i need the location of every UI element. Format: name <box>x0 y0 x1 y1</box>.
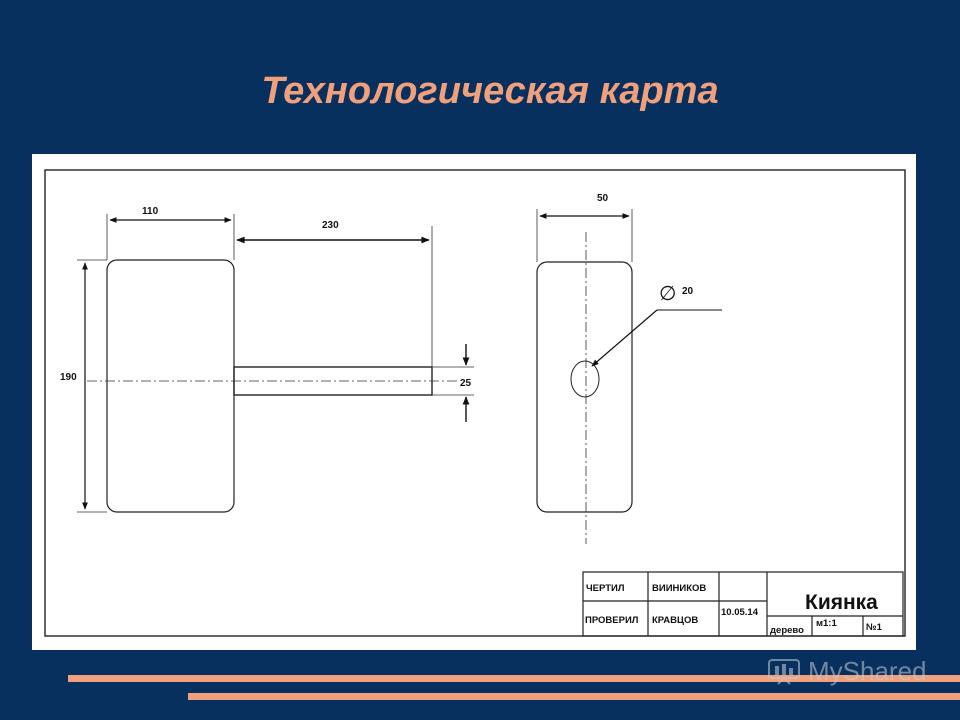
mallet-head-front <box>107 260 234 512</box>
watermark-text: MyShared <box>808 656 927 686</box>
dim-handle-length: 230 <box>322 220 339 231</box>
technical-drawing <box>32 154 916 650</box>
title-block-sheet: №1 <box>866 622 882 633</box>
drawing-frame <box>45 170 905 636</box>
dim-head-length: 110 <box>142 206 159 217</box>
mallet-head-side <box>537 262 632 512</box>
diameter-symbol: ∅ <box>659 283 677 305</box>
handle-hole <box>571 361 599 397</box>
title-block-checked-label: ПРОВЕРИЛ <box>585 615 639 626</box>
title-block-part-name: Киянка <box>805 591 878 614</box>
watermark-icon <box>766 657 802 687</box>
title-block-material: дерево <box>770 625 804 636</box>
title-block-drawn-name: ВИИНИКОВ <box>652 583 707 594</box>
decorative-bar-bottom <box>188 693 960 700</box>
hole-leader-line <box>592 310 657 366</box>
title-block-checked-name: КРАВЦОВ <box>652 615 699 626</box>
title-block-date: 10.05.14 <box>721 607 758 618</box>
watermark <box>766 656 927 687</box>
dim-hole-diameter: 20 <box>682 286 694 297</box>
dim-head-height: 190 <box>60 372 77 383</box>
title-block-scale: м1:1 <box>816 618 837 629</box>
slide-title: Технологическая карта <box>261 70 719 112</box>
dim-side-width: 50 <box>597 193 609 204</box>
title-block-drawn-label: ЧЕРТИЛ <box>586 583 625 594</box>
dim-handle-diameter: 25 <box>460 378 472 389</box>
drawing-canvas <box>32 154 916 650</box>
